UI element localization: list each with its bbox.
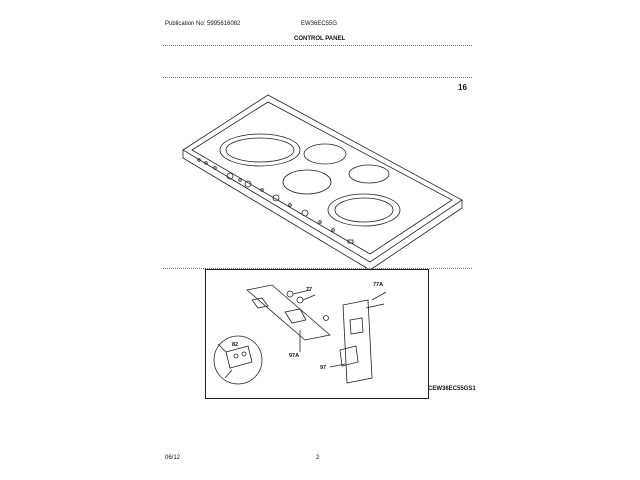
part-label-77: 77 [306,287,313,293]
model-number: EW36EC55G [301,21,338,27]
figure-code: CEW36EC55GS1 [428,386,476,392]
page-number: 2 [316,455,320,461]
publication-number: Publication No: 5995616082 [165,21,241,27]
footer-date: 06/12 [165,455,181,461]
part-label-97a: 97A [289,353,300,359]
part-label-82: 82 [232,342,239,348]
section-title: CONTROL PANEL [294,36,346,42]
figure-number: 16 [458,83,467,92]
part-label-97: 97 [320,365,327,371]
part-label-77a: 77A [373,282,384,288]
